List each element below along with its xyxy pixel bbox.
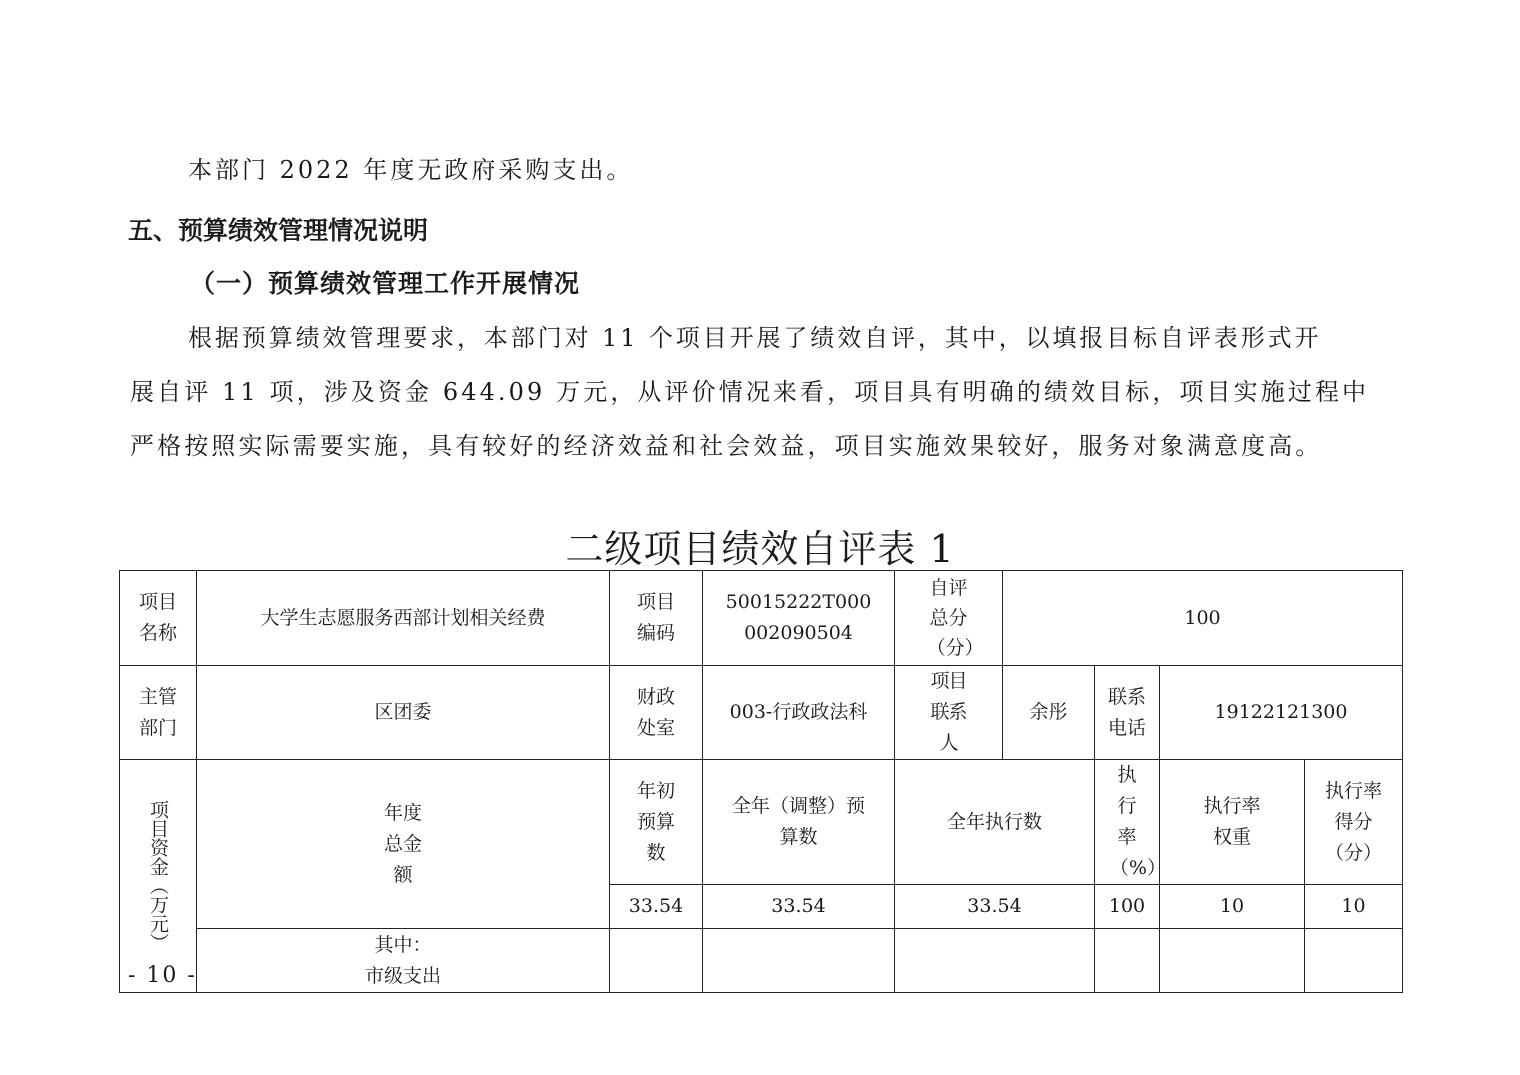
self-score-value: 100 xyxy=(1003,571,1403,666)
contact-value: 余彤 xyxy=(1003,666,1095,760)
city-rate-score xyxy=(1305,929,1403,993)
table-row xyxy=(120,929,1403,993)
body-line-3: 严格按照实际需要实施，具有较好的经济效益和社会效益，项目实施效果较好，服务对象满意度高。 xyxy=(130,432,1323,460)
table-title: 二级项目绩效自评表 1 xyxy=(565,527,955,571)
phone-label: 联系电话 xyxy=(1095,666,1160,760)
annual-execution-value: 33.54 xyxy=(895,885,1095,929)
city-rate-weight xyxy=(1160,929,1305,993)
dept-value: 区团委 xyxy=(197,666,610,760)
city-execution-rate xyxy=(1095,929,1160,993)
city-level-label: 市级支出 xyxy=(364,964,441,987)
rate-score-value: 10 xyxy=(1305,885,1403,929)
project-name-label: 项目名称 xyxy=(120,571,197,666)
phone-value: 19122121300 xyxy=(1160,666,1403,760)
dept-label: 主管部门 xyxy=(120,666,197,760)
execution-rate-value: 100 xyxy=(1095,885,1160,929)
section-heading: 五、预算绩效管理情况说明 xyxy=(128,216,429,245)
city-adjusted-budget xyxy=(703,929,895,993)
col-initial-budget: 年初预算数 xyxy=(610,760,703,885)
annual-total-label: 年度总金额 xyxy=(197,760,610,929)
body-line-2: 展自评 11 项，涉及资金 644.09 万元，从评价情况来看，项目具有明确的绩效目标，项目实施过程中 xyxy=(130,378,1370,406)
rate-weight-value: 10 xyxy=(1160,885,1305,929)
col-annual-execution: 全年执行数 xyxy=(895,760,1095,885)
adjusted-budget-value: 33.54 xyxy=(703,885,895,929)
project-name: 大学生志愿服务西部计划相关经费 xyxy=(197,571,610,666)
col-rate-weight: 执行率权重 xyxy=(1160,760,1305,885)
subsection-heading: （一）预算绩效管理工作开展情况 xyxy=(190,269,581,298)
page-number: - 10 - xyxy=(128,963,197,988)
funds-side-label: 项目资金（万元） xyxy=(120,760,197,993)
table-row xyxy=(120,760,1403,885)
project-code: 50015222T000002090504 xyxy=(703,571,895,666)
initial-budget-value: 33.54 xyxy=(610,885,703,929)
of-which-label: 其中： xyxy=(374,933,432,956)
finance-office-label: 财政处室 xyxy=(610,666,703,760)
table-row xyxy=(120,571,1403,666)
procurement-statement: 本部门 2022 年度无政府采购支出。 xyxy=(188,156,634,184)
project-code-label: 项目编码 xyxy=(610,571,703,666)
city-initial-budget xyxy=(610,929,703,993)
table-row xyxy=(120,666,1403,760)
city-level-expense-label xyxy=(197,929,610,993)
col-rate-score: 执行率得分（分） xyxy=(1305,760,1403,885)
performance-evaluation-table xyxy=(119,570,1403,993)
col-adjusted-budget: 全年（调整）预算数 xyxy=(703,760,895,885)
finance-office-value: 003-行政政法科 xyxy=(703,666,895,760)
city-annual-execution xyxy=(895,929,1095,993)
self-score-label: 自评总分（分） xyxy=(895,571,1003,666)
col-execution-rate: 执行率（%） xyxy=(1095,760,1160,885)
body-line-1: 根据预算绩效管理要求，本部门对 11 个项目开展了绩效自评，其中，以填报目标自评表形式开 xyxy=(188,324,1322,352)
contact-label: 项目联系人 xyxy=(895,666,1003,760)
